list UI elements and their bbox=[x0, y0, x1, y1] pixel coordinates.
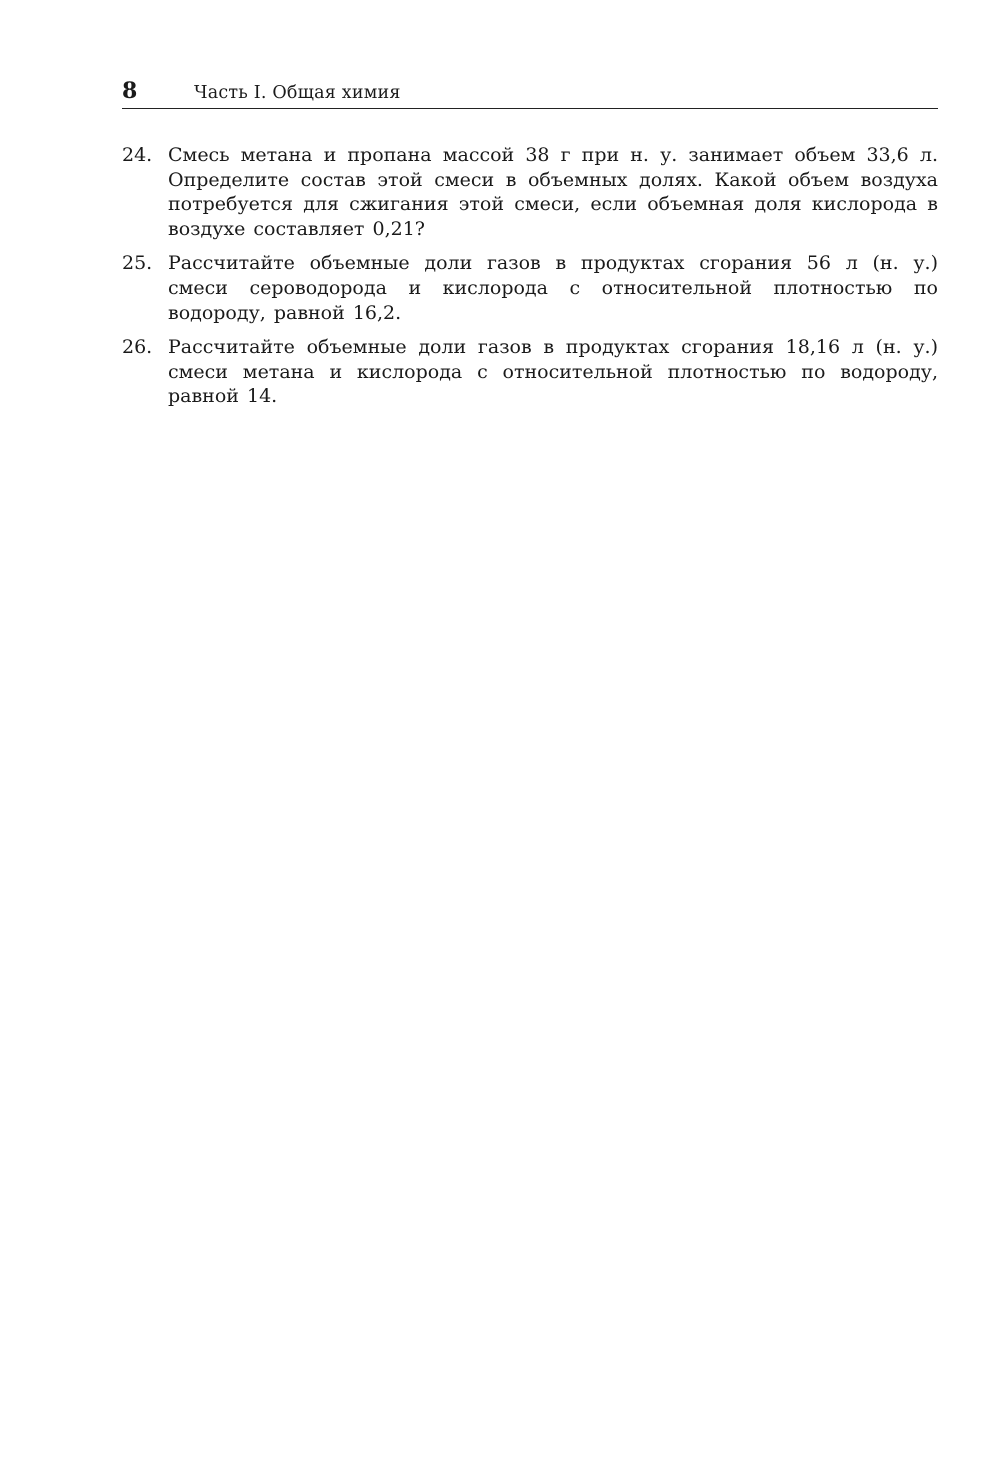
page-header bbox=[122, 78, 938, 109]
problem-list bbox=[122, 143, 938, 419]
problem-number: 25. bbox=[122, 252, 153, 275]
running-head: Часть I. Общая химия bbox=[194, 83, 401, 103]
problem-number: 26. bbox=[122, 336, 153, 359]
problem-26 bbox=[122, 335, 938, 409]
problem-text: Рассчитайте объемные доли газов в продуктах сгорания 18,16 л (н. у.) смеси метана и кислорода с относительной плотностью по водороду, равной 14. bbox=[168, 336, 938, 408]
problem-25 bbox=[122, 251, 938, 325]
problem-number: 24. bbox=[122, 144, 153, 166]
page-number: 8 bbox=[122, 78, 138, 104]
problem-text: Смесь метана и пропана массой 38 г при н. у. занимает объем 33,6 л. Определите состав этой смеси в объемных долях. Какой объем воздуха потребуется для сжигания этой смеси, если объемная доля кислорода в воздухе составляет 0,21? bbox=[168, 144, 938, 240]
problem-text: Рассчитайте объемные доли газов в продуктах сгорания 56 л (н. у.) смеси сероводорода и кислорода с относительной плотностью по водороду, равной 16,2. bbox=[168, 252, 938, 324]
problem-24 bbox=[122, 143, 938, 241]
